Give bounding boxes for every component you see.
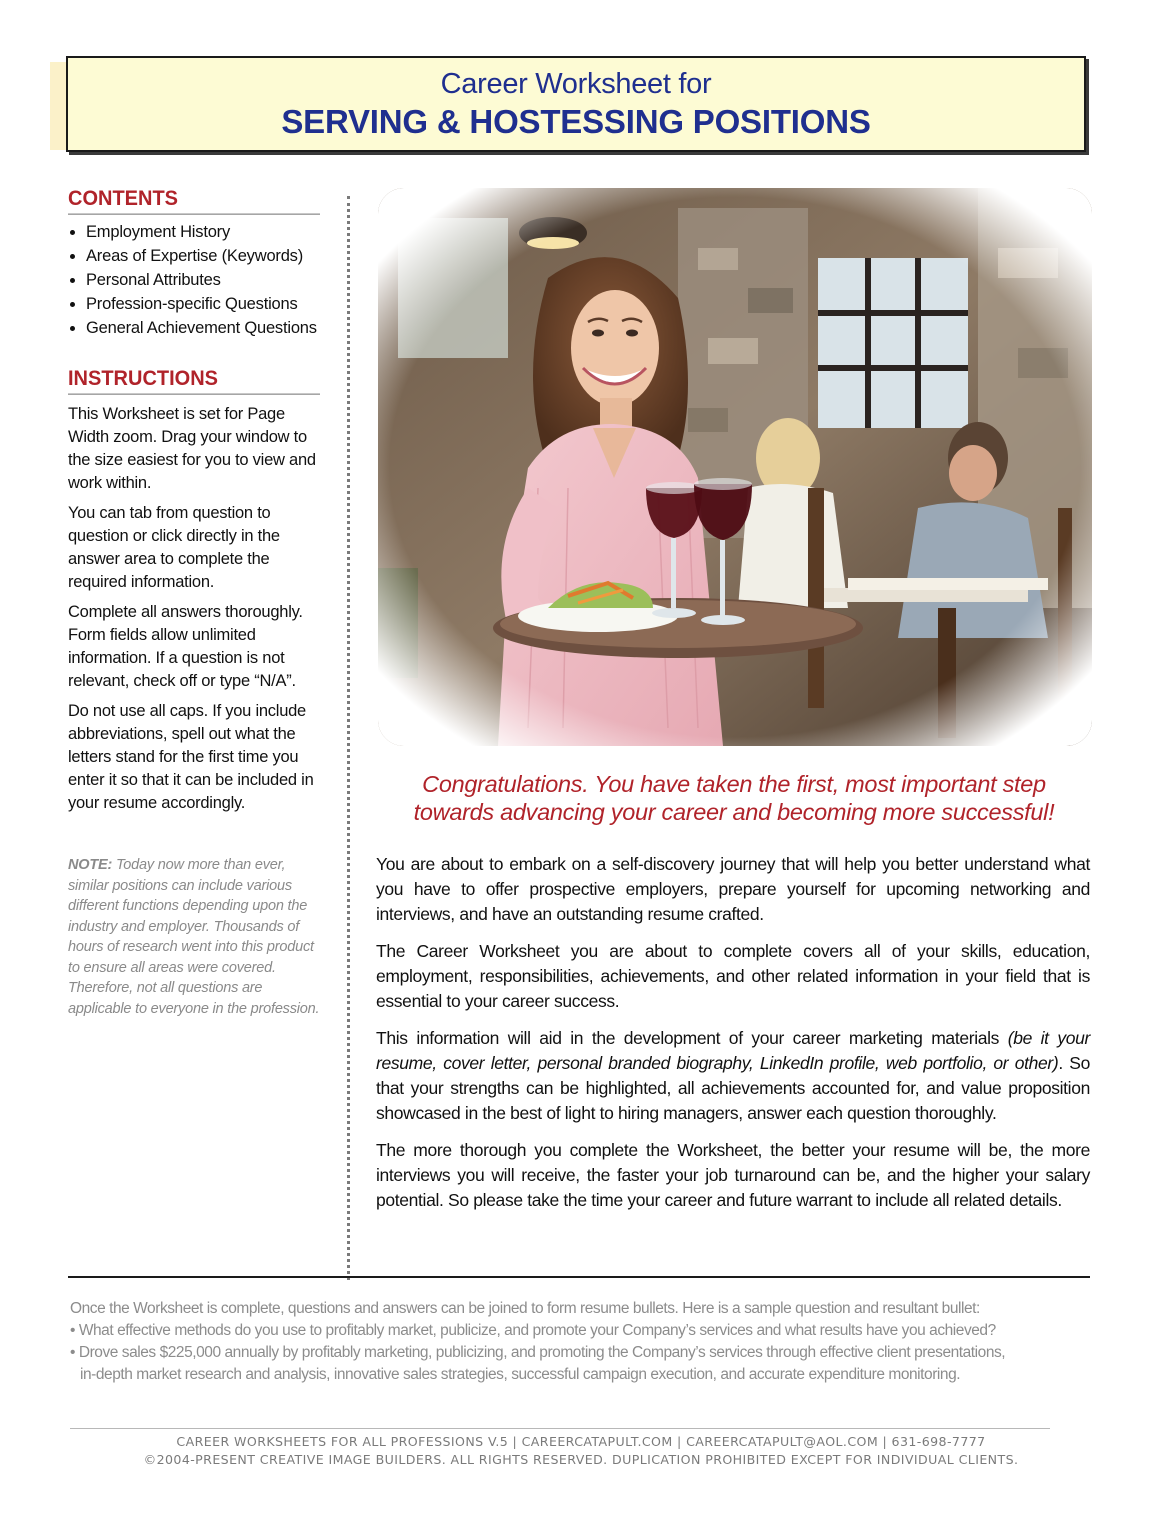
sample-question: • What effective methods do you use to profitably market, publicize, and promote your Company’s services and what results have you achieved? (70, 1322, 996, 1339)
footer-line-2: ©2004-PRESENT CREATIVE IMAGE BUILDERS. ALL RIGHTS RESERVED. DUPLICATION PROHIBITED EXCEPT FOR INDIVIDUAL CLIENTS. (143, 1452, 1019, 1467)
congrats-line-2: towards advancing your career and becoming more successful! (413, 799, 1055, 825)
intro-text (376, 852, 1090, 1225)
sidebar (68, 188, 324, 1019)
section-divider (68, 1276, 1090, 1278)
intro-paragraph: You are about to embark on a self-discovery journey that will help you better understand what you have to offer prospective employers, prepare yourself for upcoming networking and interviews, and have an outstanding resume crafted. (376, 854, 1090, 924)
para3-end: . So that your strengths can be highlighted, all achievements accounted for, and value proposition showcased in the best of light to hiring managers, answer each question thoroughly. (376, 1053, 1091, 1123)
footer-line-1: CAREER WORKSHEETS FOR ALL PROFESSIONS V.5 | CAREERCATAPULT.COM | CAREERCATAPULT@AOL.COM | 631-698-7777 (176, 1434, 986, 1449)
instructions-heading: INSTRUCTIONS (68, 367, 320, 394)
title-line-2: SERVING & HOSTESSING POSITIONS (281, 103, 871, 140)
instruction-paragraph: Do not use all caps. If you include abbreviations, spell out what the letters stand for the first time you enter it so that it can be included in your resume accordingly. (68, 702, 314, 812)
contents-item-general-achievement[interactable]: General Achievement Questions (68, 316, 324, 340)
intro-paragraph (376, 1026, 1090, 1126)
contents-item-profession-questions[interactable]: Profession-specific Questions (68, 292, 324, 316)
instruction-paragraph: You can tab from question to question or click directly in the answer area to complete the required information. (68, 504, 280, 591)
footer-divider (70, 1428, 1050, 1429)
intro-paragraph: The Career Worksheet you are about to complete covers all of your skills, education, employment, responsibilities, achievements, and other related information in your field that is essential to your career success. (376, 941, 1090, 1011)
sample-bullet-line-2: in-depth market research and analysis, innovative sales strategies, successful campaign execution, and accurate expenditure monitoring. (80, 1366, 961, 1383)
congrats-line-1: Congratulations. You have taken the first, most important step (422, 771, 1046, 797)
contents-item-personal-attributes[interactable]: Personal Attributes (68, 268, 324, 292)
note-label: NOTE: (68, 857, 113, 873)
note-box (68, 855, 324, 1019)
title-banner (66, 56, 1086, 152)
footer (70, 1433, 1092, 1469)
column-divider (347, 196, 350, 1280)
sample-bullet-line-1: • Drove sales $225,000 annually by profitably marketing, publicizing, and promoting the Company’s services through effective client presentations, (70, 1344, 1006, 1361)
note-text: Today now more than ever, similar positions can include various different functions depending upon the industry and employer. Thousands of hours of research went into this product to ensure all areas were covered. Therefore, not all questions are applicable to everyone in the profession. (68, 857, 320, 1017)
intro-paragraph: The more thorough you complete the Worksheet, the better your resume will be, the more interviews you will receive, the faster your job turnaround can be, and the higher your salary potential. So please take the time your career and future warrant to include all related details. (376, 1140, 1090, 1210)
para3-italic: (be it your resume, cover letter, personal branded biography, LinkedIn profile, web portfolio, or other) (376, 1028, 1090, 1073)
instruction-paragraph: Complete all answers thoroughly. Form fields allow unlimited information. If a question is not relevant, check off or type “N/A”. (68, 603, 303, 690)
sample-intro: Once the Worksheet is complete, questions and answers can be joined to form resume bullets. Here is a sample question and resultant bullet: (70, 1300, 980, 1317)
title-line-1: Career Worksheet for (440, 68, 712, 100)
contents-item-employment-history[interactable]: Employment History (68, 220, 324, 244)
contents-list (68, 220, 324, 340)
sample-bullet-section (70, 1298, 1090, 1386)
contents-item-areas-of-expertise[interactable]: Areas of Expertise (Keywords) (68, 244, 324, 268)
congratulations-message (378, 770, 1090, 826)
server-photo (378, 188, 1092, 746)
para3-start: This information will aid in the development of your career marketing materials (376, 1028, 1008, 1048)
instruction-paragraph: This Worksheet is set for Page Width zoom. Drag your window to the size easiest for you to view and work within. (68, 405, 316, 492)
contents-heading: CONTENTS (68, 187, 320, 214)
